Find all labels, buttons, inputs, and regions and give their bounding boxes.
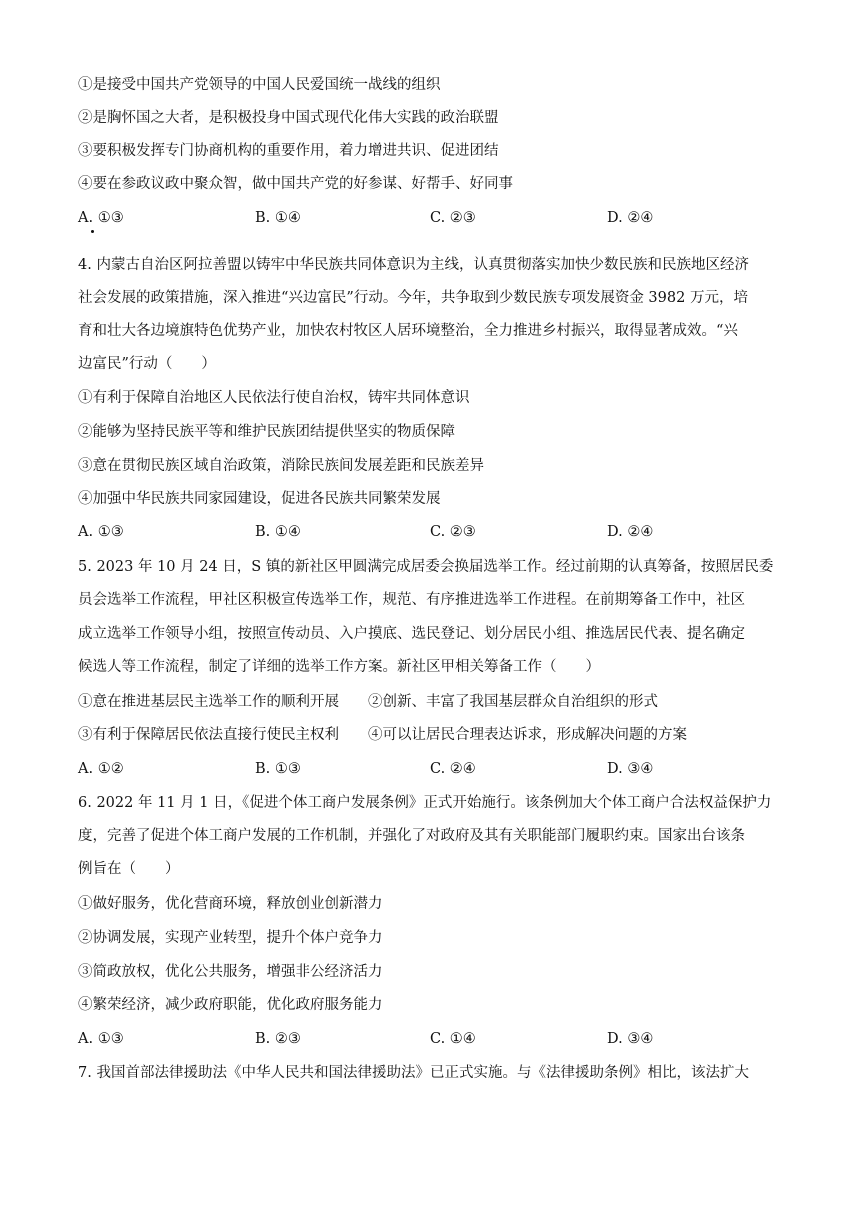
q3-option-c: C. ②③ (430, 210, 476, 226)
q4-statement-4: ④加强中华民族共同家园建设，促进各民族共同繁荣发展 (78, 491, 441, 507)
q7-stem-line-1: 7. 我国首部法律援助法《中华人民共和国法律援助法》已正式实施。与《法律援助条例》相比，该法扩大 (78, 1065, 749, 1081)
q3-option-b: B. ①④ (255, 210, 301, 226)
q6-statement-3: ③简政放权，优化公共服务，增强非公经济活力 (78, 964, 383, 980)
q3-statement-2: ②是胸怀国之大者，是积极投身中国式现代化伟大实践的政治联盟 (78, 110, 499, 126)
q5-statements-3-4: ③有利于保障居民依法直接行使民主权利 ④可以让居民合理表达诉求，形成解决问题的方案 (78, 727, 687, 743)
q4-option-a: A. ①③ (78, 524, 124, 540)
q5-option-c: C. ②④ (430, 761, 476, 777)
q4-stem-line-1: 4. 内蒙古自治区阿拉善盟以铸牢中华民族共同体意识为主线，认真贯彻落实加快少数民族和民族地区经济 (78, 257, 749, 273)
q5-stem-line-2: 员会选举工作流程，甲社区积极宣传选举工作，规范、有序推进选举工作进程。在前期筹备工作中，社区 (78, 592, 745, 608)
q3-statement-3: ③要积极发挥专门协商机构的重要作用，着力增进共识、促进团结 (78, 143, 499, 159)
q4-statement-2: ②能够为坚持民族平等和维护民族团结提供坚实的物质保障 (78, 424, 455, 440)
q5-option-b: B. ①③ (255, 761, 301, 777)
q5-option-d: D. ③④ (607, 761, 654, 777)
q6-option-d: D. ③④ (607, 1031, 654, 1047)
q3-statement-1: ①是接受中国共产党领导的中国人民爱国统一战线的组织 (78, 77, 441, 93)
q6-option-c: C. ①④ (430, 1031, 476, 1047)
q5-option-a: A. ①② (78, 761, 124, 777)
q4-stem-line-2: 社会发展的政策措施，深入推进“兴边富民”行动。今年，共争取到少数民族专项发展资金 3982 万元，培 (78, 290, 748, 306)
q6-stem-line-2: 度，完善了促进个体工商户发展的工作机制，并强化了对政府及其有关职能部门履职约束。国家出台该条 (78, 828, 745, 844)
q3-statement-4: ④要在参政议政中聚众智，做中国共产党的好参谋、好帮手、好同事 (78, 176, 513, 192)
q5-stem-line-4: 候选人等工作流程，制定了详细的选举工作方案。新社区甲相关筹备工作（ ） (78, 659, 600, 675)
q6-statement-4: ④繁荣经济，减少政府职能，优化政府服务能力 (78, 997, 383, 1013)
q6-statement-2: ②协调发展，实现产业转型，提升个体户竞争力 (78, 930, 383, 946)
q3-option-d: D. ②④ (607, 210, 654, 226)
q5-stem-line-3: 成立选举工作领导小组，按照宣传动员、入户摸底、选民登记、划分居民小组、推选居民代表、提名确定 (78, 626, 745, 642)
q5-stem-line-1: 5. 2023 年 10 月 24 日，S 镇的新社区甲圆满完成居委会换届选举工作。经过前期的认真筹备，按照居民委 (78, 559, 774, 575)
q3-option-a: A. ①③ (78, 210, 124, 226)
q4-stem-line-3: 育和壮大各边境旗特色优势产业，加快农村牧区人居环境整治，全力推进乡村振兴，取得显著成效。“兴 (78, 323, 738, 339)
q6-stem-line-1: 6. 2022 年 11 月 1 日，《促进个体工商户发展条例》正式开始施行。该条例加大个体工商户合法权益保护力 (78, 795, 772, 811)
q6-statement-1: ①做好服务，优化营商环境，释放创业创新潜力 (78, 896, 383, 912)
q4-option-c: C. ②③ (430, 524, 476, 540)
q4-option-b: B. ①④ (255, 524, 301, 540)
q5-statements-1-2: ①意在推进基层民主选举工作的顺利开展 ②创新、丰富了我国基层群众自治组织的形式 (78, 694, 658, 710)
q6-option-b: B. ②③ (255, 1031, 301, 1047)
q4-statement-3: ③意在贯彻民族区域自治政策，消除民族间发展差距和民族差异 (78, 458, 484, 474)
q6-stem-line-3: 例旨在（ ） (78, 861, 180, 877)
q6-option-a: A. ①③ (78, 1031, 124, 1047)
q4-option-d: D. ②④ (607, 524, 654, 540)
q4-stem-line-4: 边富民”行动（ ） (78, 356, 216, 372)
emphasis-dot (91, 230, 94, 233)
q4-statement-1: ①有利于保障自治地区人民依法行使自治权，铸牢共同体意识 (78, 390, 470, 406)
